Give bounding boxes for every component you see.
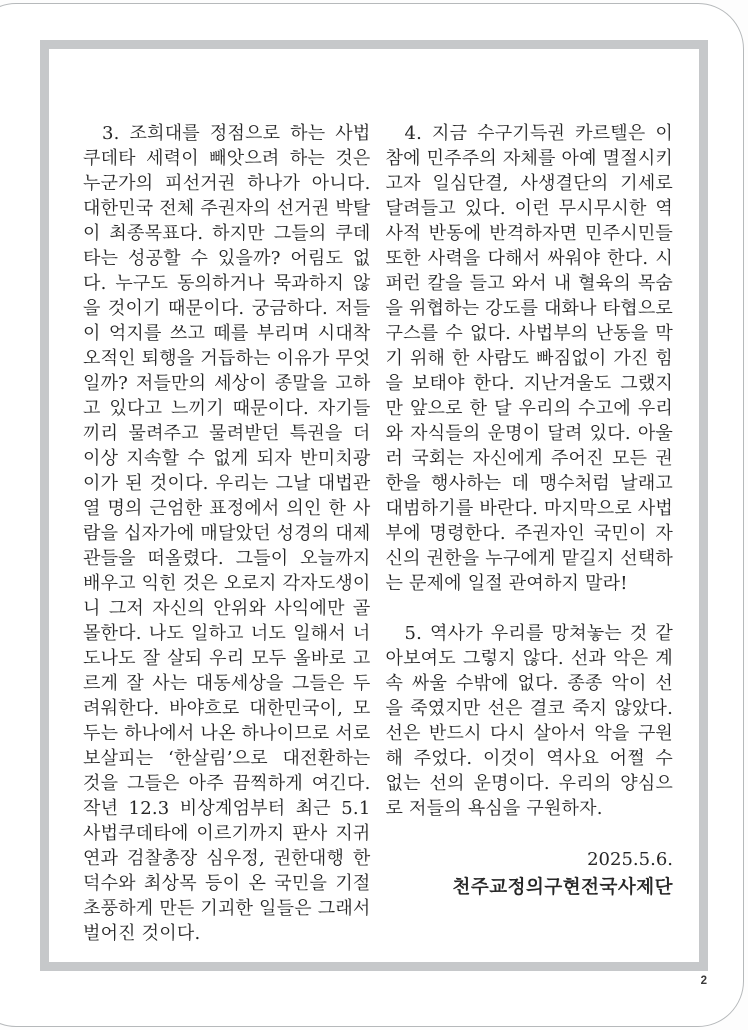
right-column (386, 121, 674, 962)
signature-block (386, 846, 674, 902)
paragraph-5: 5. 역사가 우리를 망쳐놓는 것 같아보여도 그렇지 않다. 선과 악은 계속 싸울 수밖에 없다. 종종 악이 선을 죽였지만 선은 결코 죽지 않았다. 선은 반드시 다시 살아서 악을 구원해 주었다. 이것이 역사요 어쩔 수 없는 선의 운명이다. 우리의 양심으로 저들의 욕심을 구원하자. (385, 623, 673, 819)
page-border-frame (40, 40, 708, 971)
left-column (83, 121, 371, 962)
page-body (49, 49, 699, 962)
document-date: 2025.5.6. (587, 849, 673, 870)
paragraph-4: 4. 지금 수구기득권 카르텔은 이참에 민주주의 자체를 아예 멸절시키고자 일심단결, 사생결단의 기세로 달려들고 있다. 이런 무시무시한 역사적 반동에 반격하자면 민주시민들 또한 사력을 다해서 싸워야 한다. 시퍼런 칼을 들고 와서 내 혈육의 목숨을 위협하는 강도를 대화나 타협으로 구스를 수 없다. 사법부의 난동을 막기 위해 한 사람도 빠짐없이 가진 힘을 보태야 한다. 지난겨울도 그랬지만 앞으로 한 달 우리의 수고에 우리와 자식들의 운명이 달려 있다. 아울러 국회는 자신에게 주어진 모든 권한을 행사하는 데 맹수처럼 날래고 대범하기를 바란다. 마지막으로 사법부에 명령한다. 주권자인 국민이 자신의 권한을 누구에게 맡길지 선택하는 문제에 일절 관여하지 말라! (385, 123, 674, 594)
page-number: 2 (700, 975, 707, 987)
document-signature: 천주교정의구현전국사제단 (452, 877, 673, 898)
paragraph-3: 3. 조희대를 정점으로 하는 사법쿠데타 세력이 빼앗으려 하는 것은 누군가의 피선거권 하나가 아니다. 대한민국 전체 주권자의 선거권 박탈이 최종목표다. 하지만 그들의 쿠데타는 성공할 수 있을까? 어림도 없다. 누구도 동의하거나 묵과하지 않을 것이기 때문이다. 궁금하다. 저들이 억지를 쓰고 떼를 부리며 시대착오적인 퇴행을 거듭하는 이유가 무엇일까? 저들만의 세상이 종말을 고하고 있다고 느끼기 때문이다. 자기들끼리 물려주고 물려받던 특권을 더 이상 지속할 수 없게 되자 반미치광이가 된 것이다. 우리는 그날 대법관 열 명의 근엄한 표정에서 의인 한 사람을 십자가에 매달았던 성경의 대제관들을 떠올렸다. 그들이 오늘까지 배우고 익힌 것은 오로지 각자도생이니 그저 자신의 안위와 사익에만 골몰한다. 나도 일하고 너도 일해서 너도나도 잘 살되 우리 모두 올바로 고르게 잘 사는 대동세상을 그들은 두려워한다. 바야흐로 대한민국이, 모두는 하나에서 나온 하나이므로 서로 보살피는 ‘한살림’으로 대전환하는 것을 그들은 아주 끔찍하게 여긴다. 작년 12.3 비상계엄부터 최근 5.1 사법쿠데타에 이르기까지 판사 지귀연과 검찰총장 심우정, 권한대행 한덕수와 최상목 등이 온 국민을 기절초풍하게 만든 기괴한 일들은 그래서 벌어진 것이다. (83, 123, 371, 944)
